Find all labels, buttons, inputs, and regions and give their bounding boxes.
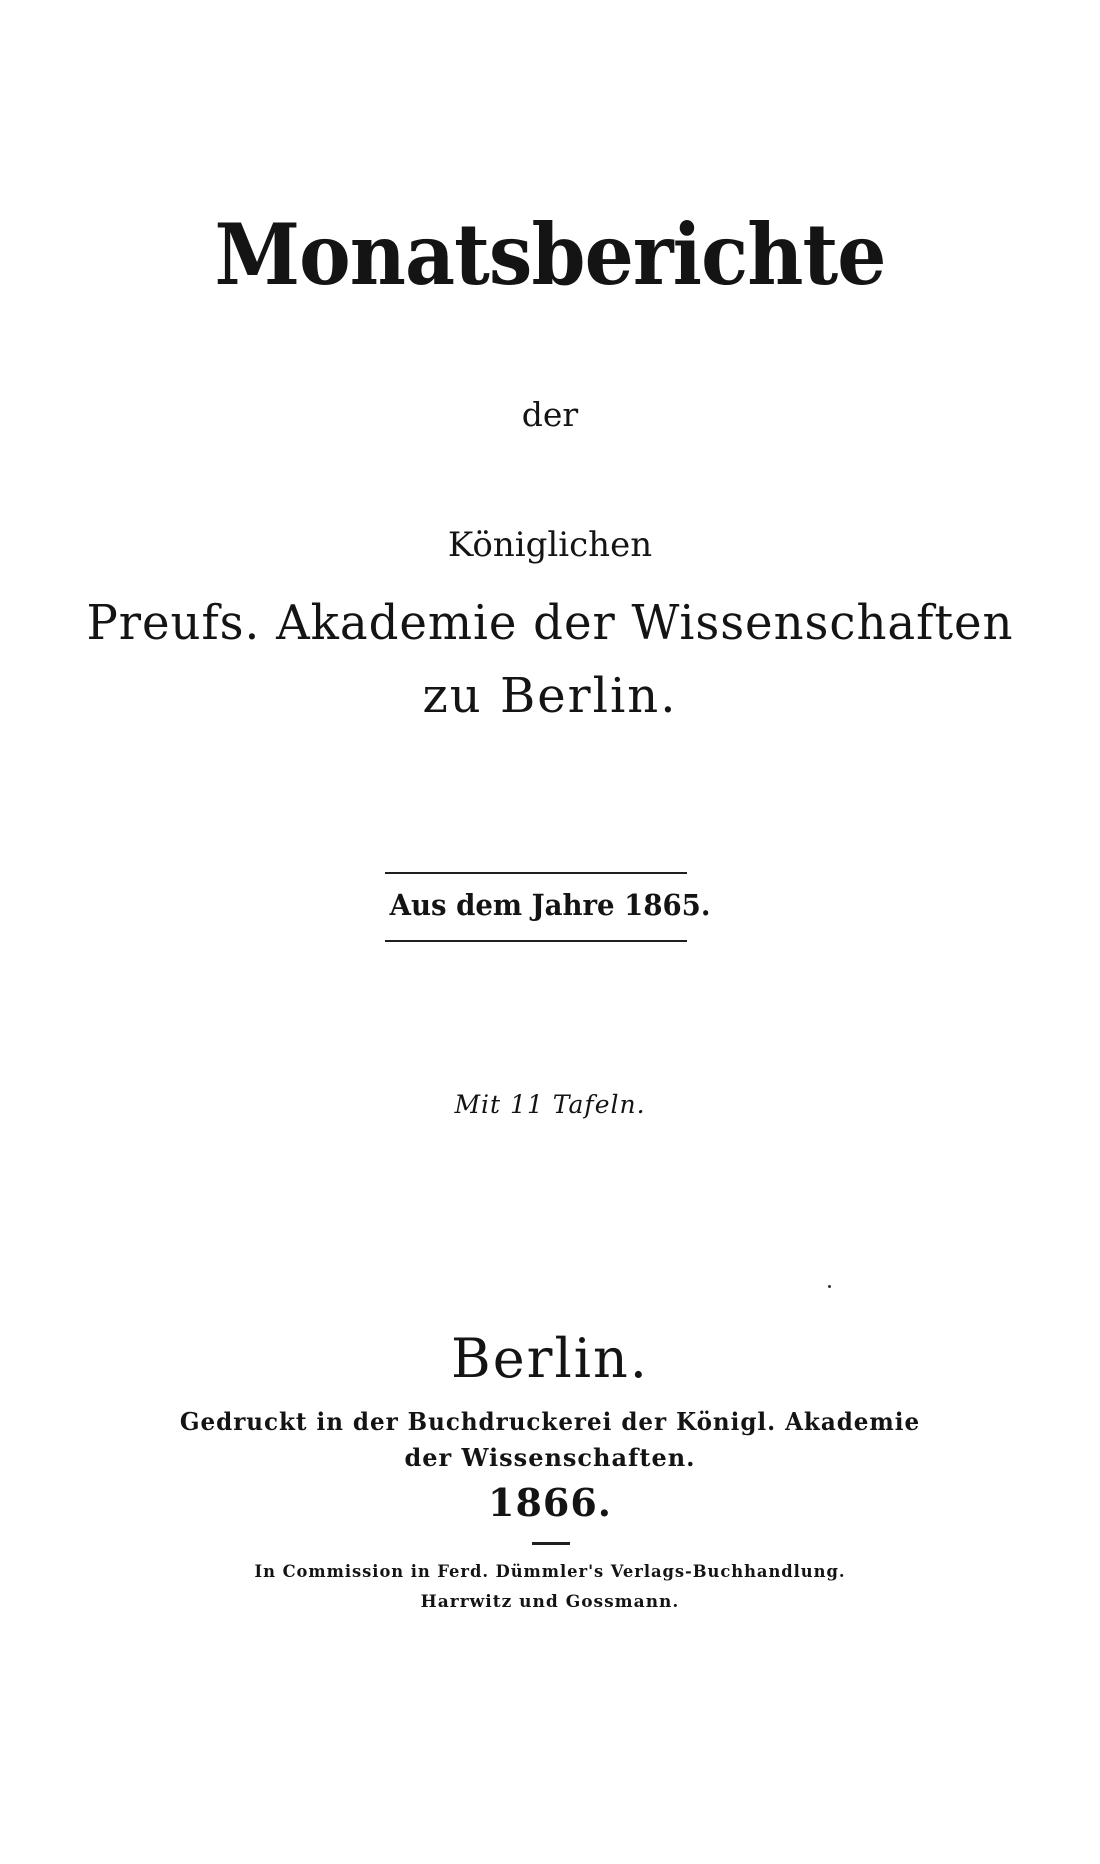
divider-bottom — [385, 940, 687, 942]
commission-line-1: In Commission in Ferd. Dümmler's Verlags-Buchhandlung. — [254, 1562, 846, 1582]
imprint-year: 1866. — [488, 1480, 612, 1525]
subtitle-koeniglichen: Königlichen — [447, 525, 653, 565]
subtitle-zu-berlin: zu Berlin. — [422, 668, 678, 724]
subtitle-akademie: Preufs. Akademie der Wissenschaften — [86, 595, 1014, 651]
subtitle-der: der — [521, 395, 579, 434]
imprint-place: Berlin. — [451, 1327, 649, 1390]
paper-speck — [828, 1285, 831, 1288]
printer-line-1: Gedruckt in der Buchdruckerei der Königl. Akademie — [179, 1407, 921, 1436]
divider-top — [385, 872, 687, 874]
page-title: Monatsberichte — [214, 205, 886, 304]
volume-year: Aus dem Jahre 1865. — [389, 888, 711, 922]
plates-note: Mit 11 Tafeln. — [454, 1090, 646, 1119]
commission-line-2: Harrwitz und Gossmann. — [420, 1592, 680, 1612]
printer-line-2: der Wissenschaften. — [404, 1443, 696, 1472]
short-divider — [532, 1542, 570, 1545]
